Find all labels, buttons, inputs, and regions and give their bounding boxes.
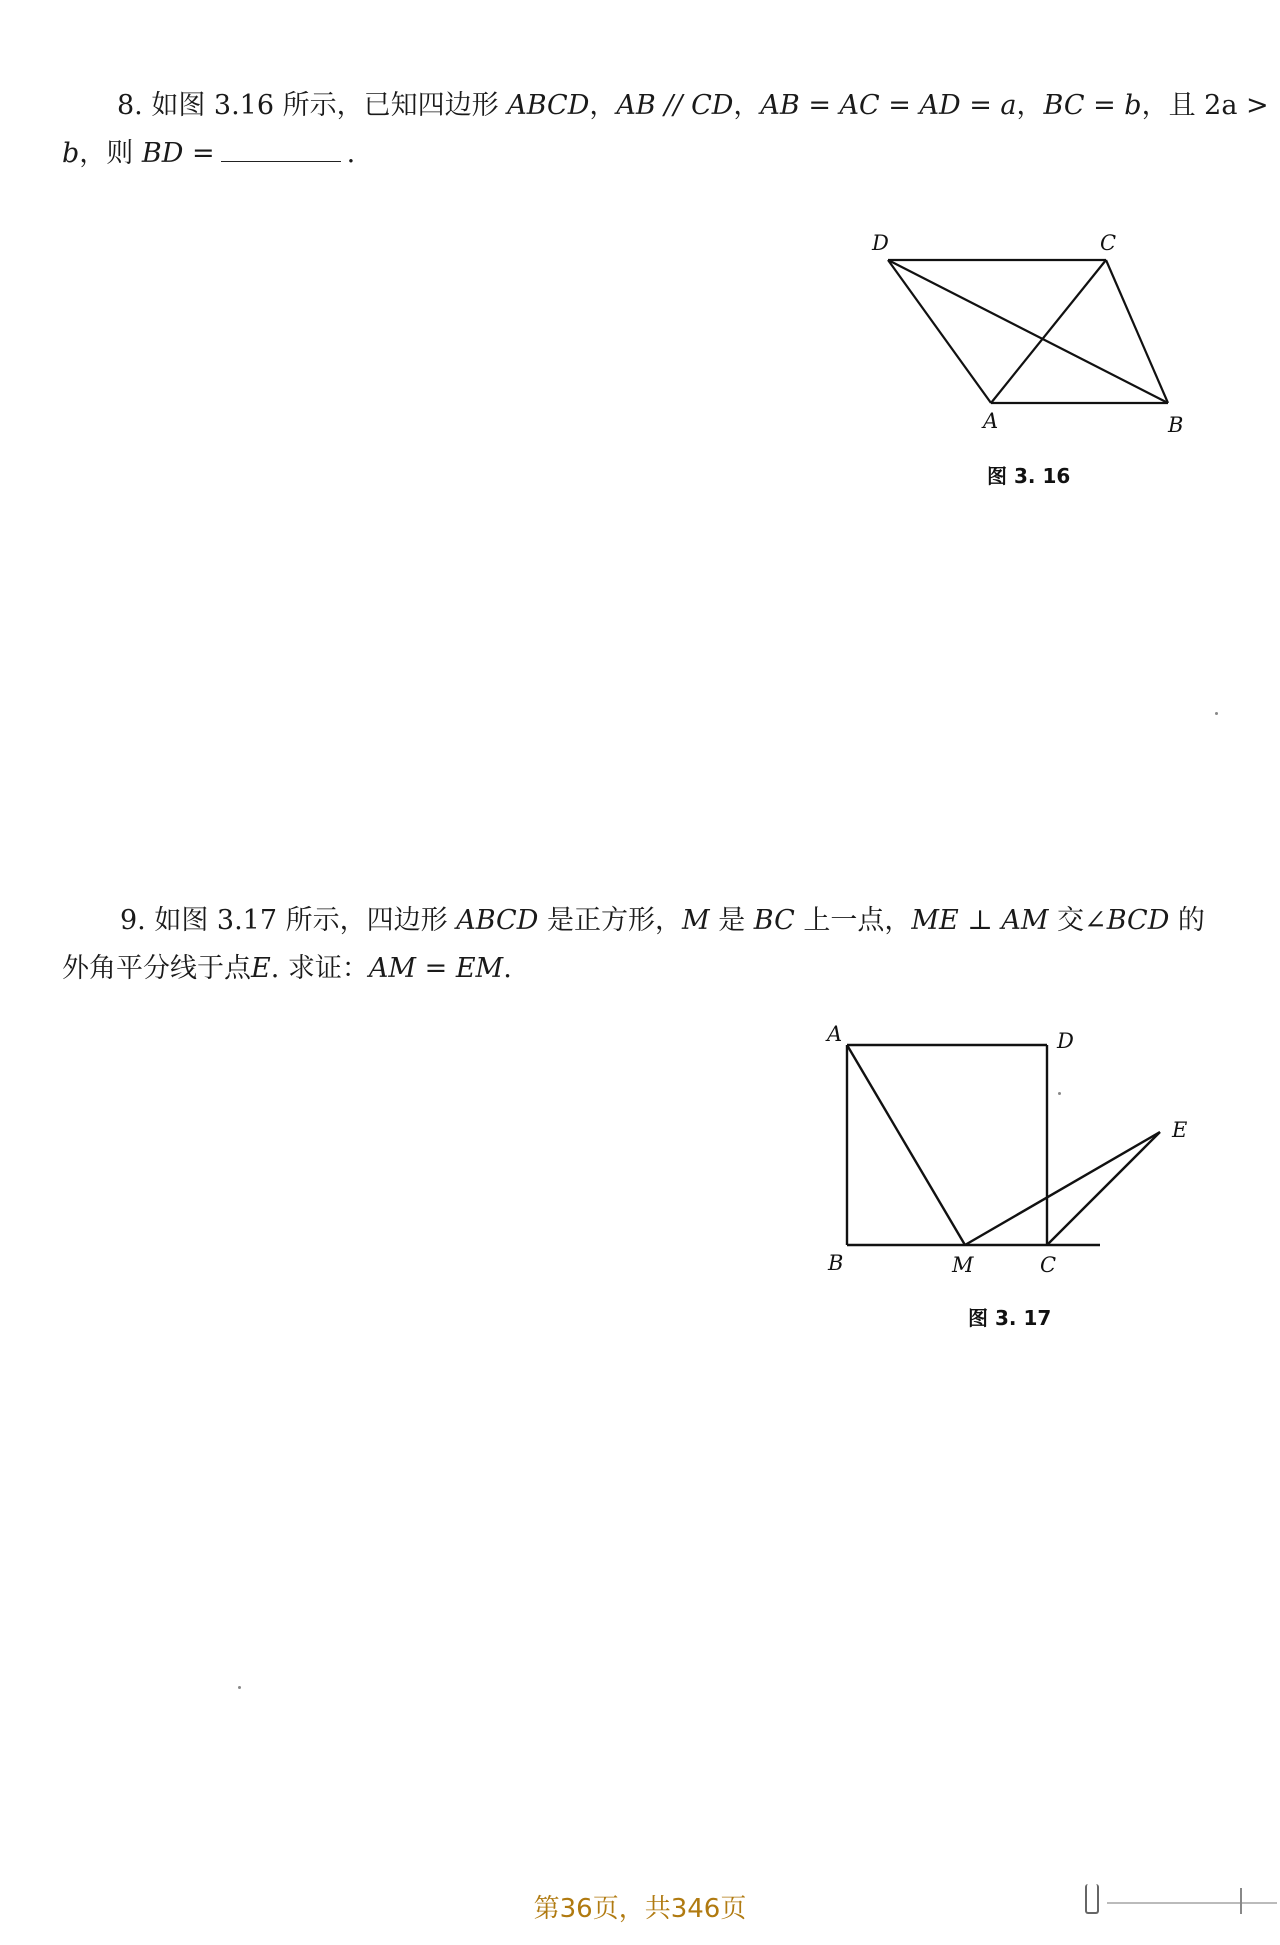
- perpendicular-condition: ME ⊥ AM: [911, 905, 1049, 936]
- var-b: b: [62, 138, 80, 169]
- label-c: C: [1040, 1253, 1057, 1277]
- scroll-tick-icon: [1240, 1888, 1242, 1914]
- problem-9-text: 9. 如图 3.17 所示，四边形: [120, 905, 457, 936]
- separator: ，: [589, 90, 617, 121]
- problem-9-text: . 求证：: [270, 953, 369, 984]
- label-e: E: [1172, 1118, 1188, 1142]
- segment-am: [847, 1045, 965, 1245]
- problem-9: [62, 897, 1222, 993]
- figure-3-17: [820, 1020, 1200, 1290]
- segment-bc: BC: [753, 905, 795, 936]
- period: .: [503, 953, 512, 984]
- scan-speck: [1215, 712, 1218, 715]
- problem-9-text: 外角平分线于点: [62, 953, 251, 984]
- label-m: M: [952, 1253, 974, 1277]
- point-e: E: [251, 953, 271, 984]
- diagonal-db: [888, 260, 1168, 403]
- proof-goal: AM = EM: [368, 953, 504, 984]
- point-m: M: [681, 905, 710, 936]
- problem-9-line-1: [62, 897, 1222, 945]
- problem-8-line-1: [62, 82, 1269, 130]
- scan-speck: [238, 1686, 241, 1689]
- equal-condition: AB = AC = AD = a: [760, 90, 1017, 121]
- scan-speck: [1058, 1092, 1061, 1095]
- figure-3-16-caption: 图 3. 16: [987, 464, 1071, 488]
- answer-blank[interactable]: [221, 135, 341, 162]
- label-d: D: [872, 231, 889, 255]
- segment-da: [888, 260, 991, 403]
- problem-8: [62, 82, 1269, 178]
- separator: ，: [733, 90, 761, 121]
- inequality-condition: ，且 2a >: [1141, 90, 1269, 121]
- label-b: B: [1168, 413, 1184, 437]
- label-c: C: [1100, 231, 1117, 255]
- problem-9-text: 上一点，: [794, 905, 912, 936]
- scroll-thumb-icon: [1085, 1884, 1099, 1914]
- separator: ，: [1016, 90, 1044, 121]
- label-d: D: [1057, 1029, 1074, 1053]
- label-a: A: [983, 409, 999, 433]
- page-indicator: 第36页，共346页: [533, 1894, 747, 1924]
- label-a: A: [827, 1022, 843, 1046]
- problem-8-text: ，则: [79, 138, 142, 169]
- quad-name: ABCD: [456, 905, 539, 936]
- problem-9-line-2: [62, 945, 1222, 993]
- diagonal-ac: [991, 260, 1106, 403]
- segment-cb: [1106, 260, 1168, 403]
- bd-expression: BD =: [141, 138, 215, 169]
- bc-condition: BC = b: [1043, 90, 1142, 121]
- figure-3-16-diagram: [860, 225, 1200, 435]
- problem-9-text: 是: [709, 905, 754, 936]
- figure-3-16: [860, 225, 1200, 435]
- figure-3-17-diagram: [820, 1020, 1200, 1290]
- problem-8-line-2: [62, 130, 1222, 178]
- angle-bcd: BCD: [1106, 905, 1170, 936]
- problem-8-text: 8. 如图 3.16 所示，已知四边形: [117, 90, 508, 121]
- problem-9-text: 交∠: [1048, 905, 1107, 936]
- parallel-condition: AB // CD: [616, 90, 734, 121]
- figure-3-17-caption: 图 3. 17: [968, 1306, 1052, 1330]
- problem-9-text: 是正方形，: [538, 905, 682, 936]
- quad-name: ABCD: [507, 90, 590, 121]
- scroll-track-icon: [1107, 1902, 1277, 1904]
- period: .: [346, 138, 356, 169]
- label-b: B: [828, 1251, 844, 1275]
- problem-9-text: 的: [1169, 905, 1205, 936]
